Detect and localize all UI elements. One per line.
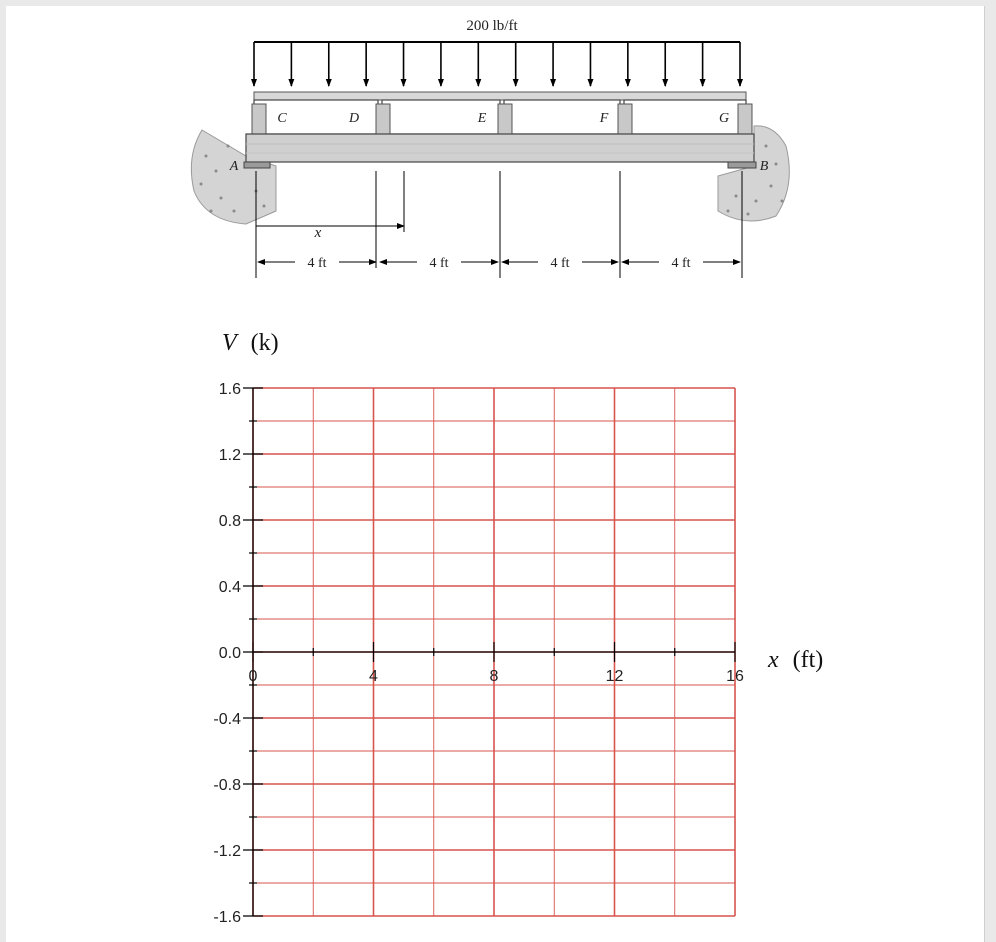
x-axis-title-main: x	[768, 647, 779, 673]
panel-point-label-e: E	[477, 111, 487, 126]
floor-beam-post	[498, 104, 512, 134]
support-b	[728, 162, 756, 168]
y-tick-label: -1.2	[213, 843, 241, 860]
span-label: 4 ft	[307, 256, 327, 271]
page-sheet	[6, 6, 985, 942]
support-a-label: A	[229, 159, 239, 174]
y-tick-label: -0.4	[213, 711, 241, 728]
panel-point-label-g: G	[718, 111, 730, 126]
chart-axes	[243, 388, 735, 916]
span-label: 4 ft	[550, 256, 570, 271]
y-tick-label: -1.6	[213, 909, 241, 926]
figure-canvas	[6, 6, 984, 942]
x-tick-label: 0	[248, 668, 258, 685]
x-axis-title-unit: (ft)	[792, 647, 824, 673]
y-axis-title-main: V	[222, 330, 237, 356]
support-b-label: B	[759, 159, 769, 174]
x-dimension-label: x	[314, 225, 322, 241]
floor-beam-post	[618, 104, 632, 134]
span-label: 4 ft	[671, 256, 691, 271]
panel-point-label-c: C	[277, 111, 287, 126]
stringer-block	[254, 100, 378, 134]
x-tick-label: 16	[726, 668, 744, 685]
floor-beam-post	[252, 104, 266, 134]
panel-point-label-d: D	[348, 111, 360, 126]
distributed-load-arrows	[254, 42, 740, 86]
x-tick-label: 12	[605, 668, 624, 685]
x-axis-title	[767, 647, 823, 673]
floor-slab	[254, 92, 746, 100]
shear-chart	[213, 330, 823, 926]
support-a	[244, 162, 270, 168]
y-tick-label: 0.4	[218, 579, 241, 596]
span-dimensions	[256, 171, 742, 278]
stringers	[252, 100, 752, 134]
floor-beam-post	[738, 104, 752, 134]
y-tick-label: 0.0	[218, 645, 241, 662]
y-tick-label: 0.8	[218, 513, 241, 530]
y-tick-label: -0.8	[213, 777, 241, 794]
panel-point-label-f: F	[599, 111, 609, 126]
y-axis-title	[222, 330, 279, 356]
chart-tick-labels	[213, 381, 744, 926]
y-tick-label: 1.2	[218, 447, 241, 464]
beam-diagram	[191, 18, 789, 278]
y-axis-title-unit: (k)	[250, 330, 279, 356]
span-label: 4 ft	[429, 256, 449, 271]
main-girder	[246, 134, 754, 162]
x-tick-label: 8	[489, 668, 499, 685]
distributed-load-label: 200 lb/ft	[466, 18, 518, 34]
x-tick-label: 4	[369, 668, 378, 685]
y-tick-label: 1.6	[218, 381, 241, 398]
floor-beam-post	[376, 104, 390, 134]
